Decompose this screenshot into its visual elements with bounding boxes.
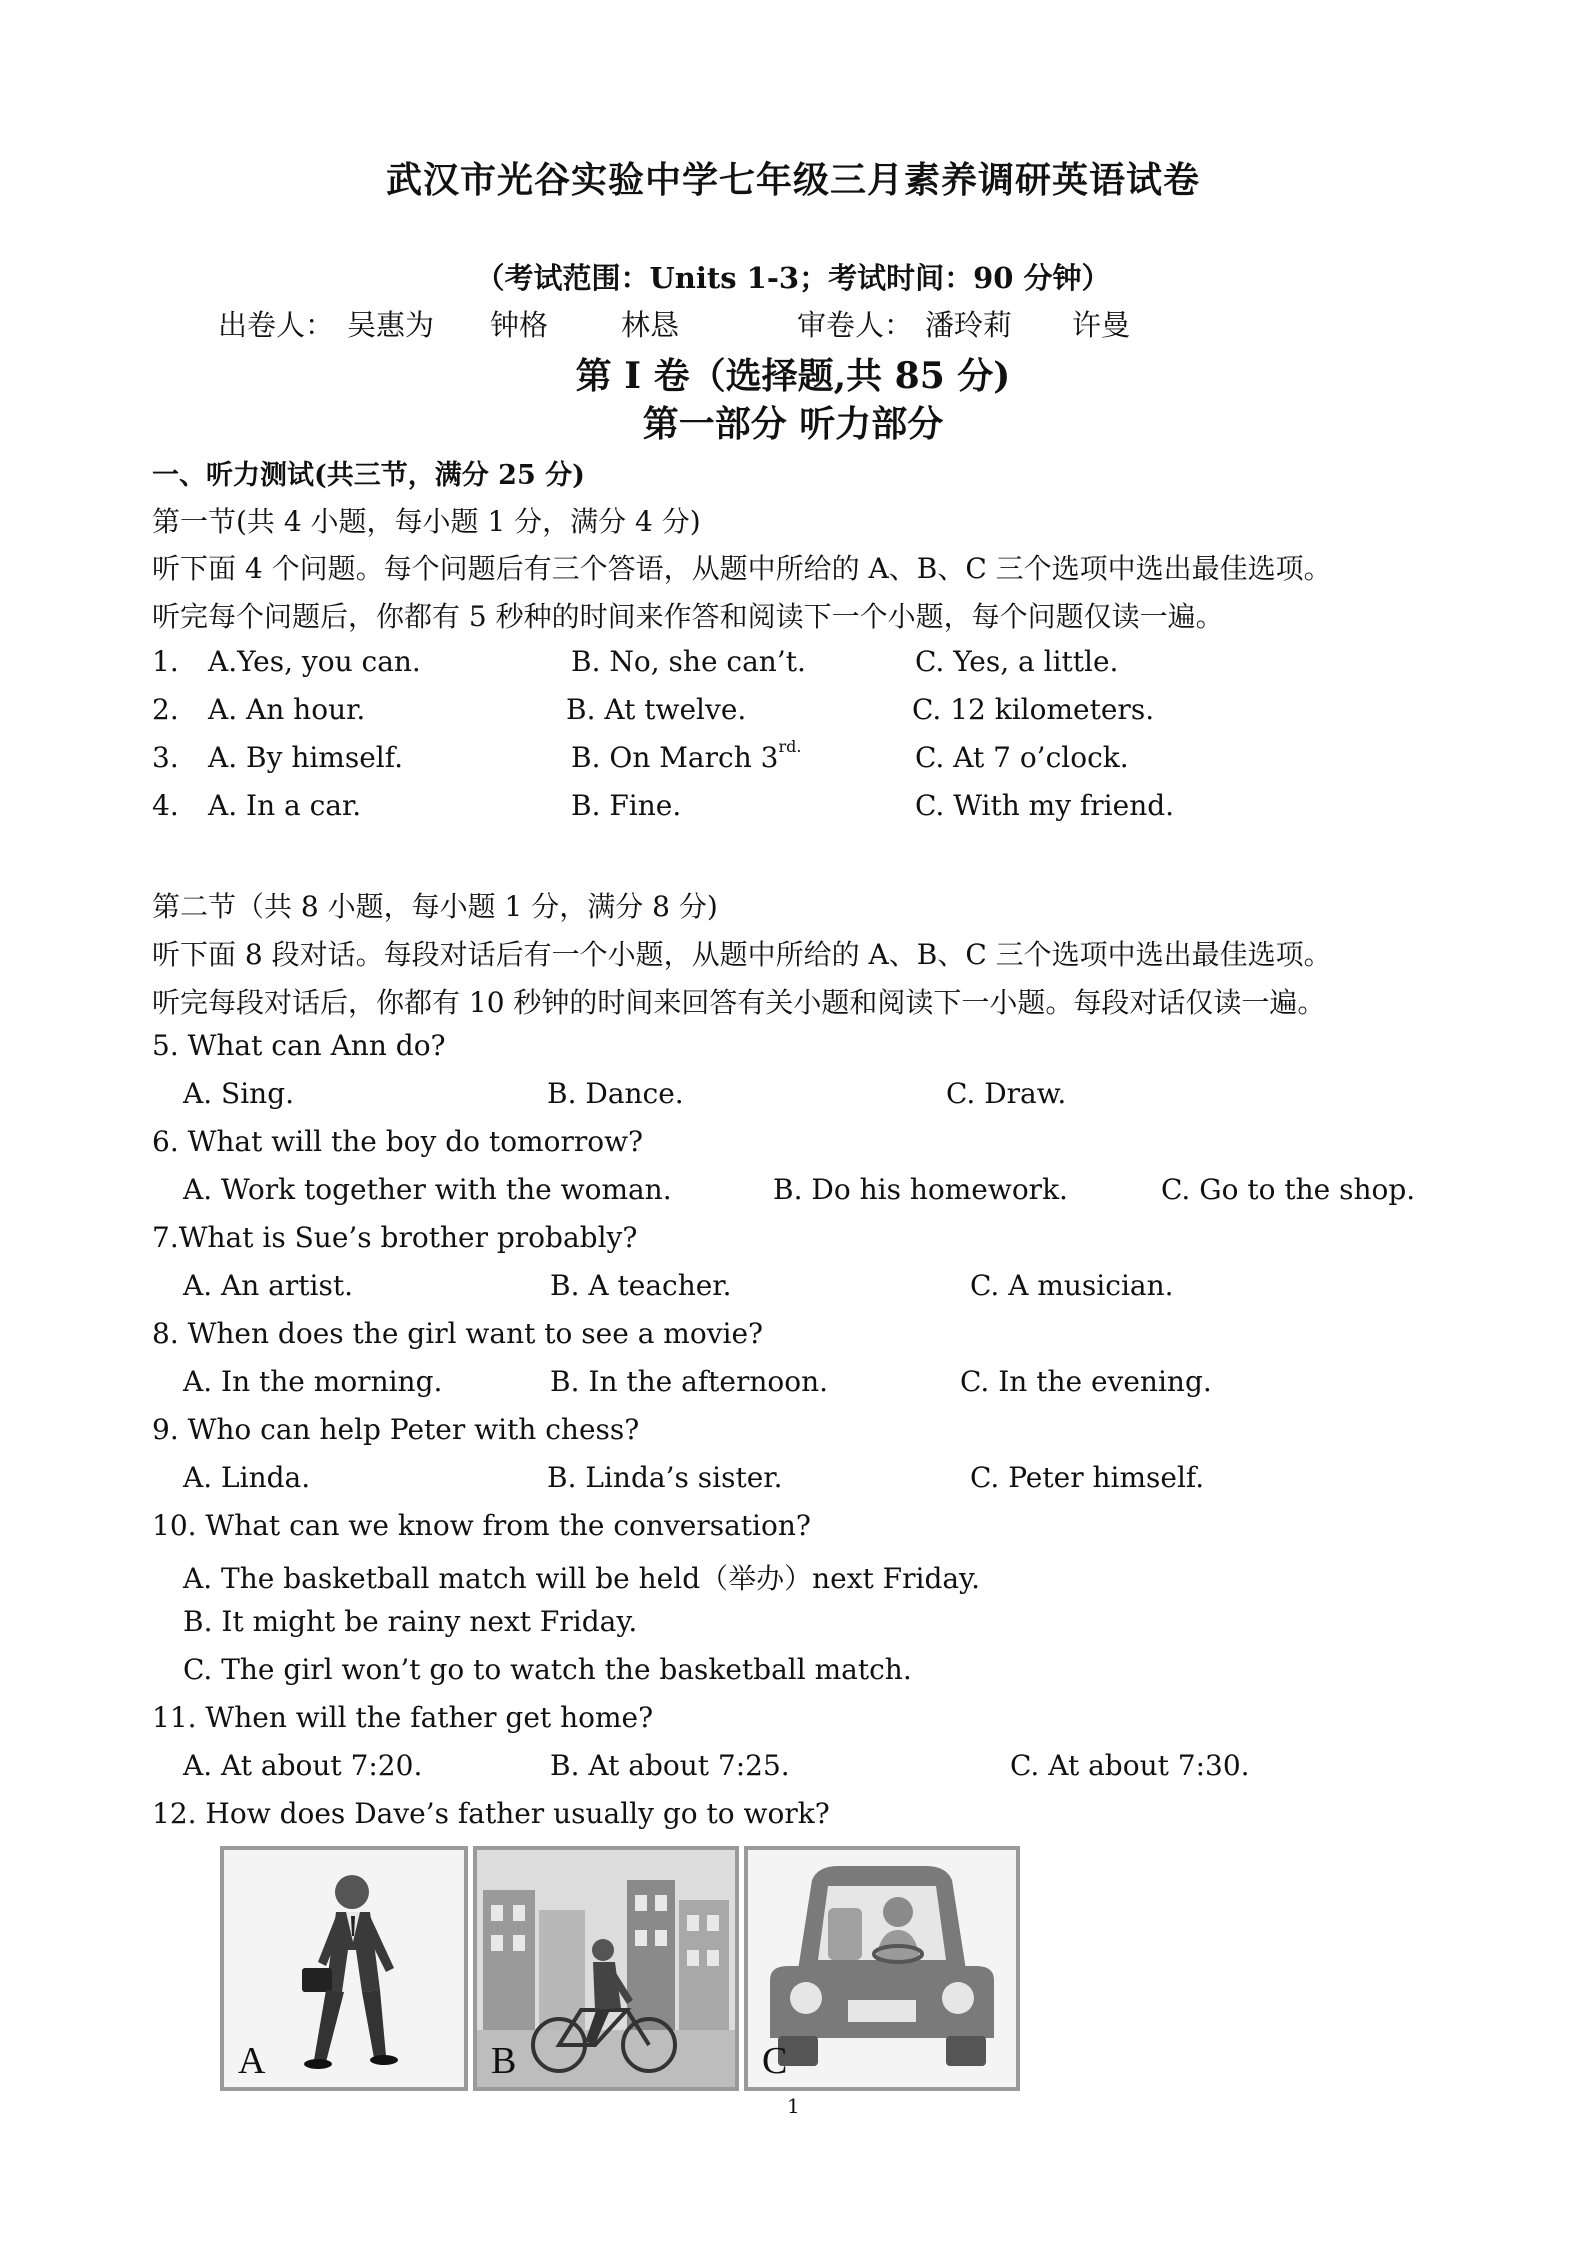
- question-7: 7.What is Sue’s brother probably?: [152, 1221, 638, 1254]
- option-a: A. An artist.: [183, 1269, 353, 1302]
- option-b: B. Fine.: [571, 789, 682, 822]
- listening-heading: 一、听力测试(共三节，满分 25 分): [152, 460, 585, 491]
- option-b: B. It might be rainy next Friday.: [183, 1605, 638, 1638]
- picture-letter: A: [238, 2040, 266, 2082]
- question-12: 12. How does Dave’s father usually go to work?: [152, 1797, 830, 1830]
- option-c: C. In the evening.: [960, 1365, 1212, 1398]
- ordinal-suffix: rd.: [778, 737, 802, 756]
- option-b: B. Do his homework.: [773, 1173, 1068, 1206]
- section2-title: 第二节（共 8 小题，每小题 1 分，满分 8 分): [152, 890, 718, 923]
- option-a: A. An hour.: [208, 693, 366, 726]
- question-number: 4.: [152, 789, 179, 822]
- question-number: 2.: [152, 693, 179, 726]
- setter-name: 林恳: [621, 308, 680, 342]
- option-b-text: B. On March 3: [571, 741, 779, 774]
- question-number: 1.: [152, 645, 179, 678]
- section1-title: 第一节(共 4 小题，每小题 1 分，满分 4 分): [152, 505, 701, 538]
- option-c: C. Peter himself.: [970, 1461, 1205, 1494]
- question-9: 9. Who can help Peter with chess?: [152, 1413, 640, 1446]
- volume-title: 第 I 卷（选择题,共 85 分): [575, 355, 1011, 397]
- car-driver-icon: [748, 1850, 1016, 2087]
- option-a: A. Linda.: [183, 1461, 311, 1494]
- exam-scope: （考试范围：Units 1-3；考试时间：90 分钟）: [475, 261, 1111, 295]
- question-5: 5. What can Ann do?: [152, 1029, 446, 1062]
- option-b: B. A teacher.: [550, 1269, 732, 1302]
- question-6: 6. What will the boy do tomorrow?: [152, 1125, 644, 1158]
- option-c: C. A musician.: [970, 1269, 1174, 1302]
- option-b: B. No, she can’t.: [571, 645, 806, 678]
- option-a: A. At about 7:20.: [183, 1749, 423, 1782]
- option-a: A. The basketball match will be held（举办）next Friday.: [183, 1562, 981, 1595]
- option-a: A. Sing.: [183, 1077, 295, 1110]
- option-b: B. In the afternoon.: [550, 1365, 829, 1398]
- section2-instruction: 听完每段对话后，你都有 10 秒钟的时间来回答有关小题和阅读下一小题。每段对话仅读一遍。: [152, 986, 1326, 1019]
- question-number: 3.: [152, 741, 179, 774]
- option-c: C. Go to the shop.: [1161, 1173, 1416, 1206]
- setter-name: 吴惠为: [347, 308, 435, 342]
- picture-letter: B: [491, 2040, 517, 2082]
- option-c: C. The girl won’t go to watch the basketball match.: [183, 1653, 912, 1686]
- reviewer-label: 审卷人：: [797, 308, 914, 342]
- part-title: 第一部分 听力部分: [642, 403, 944, 445]
- option-b: [571, 737, 802, 774]
- setter-name: 钟格: [490, 308, 549, 342]
- setter-label: 出卷人：: [218, 308, 335, 342]
- option-c: C. At about 7:30.: [1010, 1749, 1250, 1782]
- section2-instruction: 听下面 8 段对话。每段对话后有一个小题，从题中所给的 A、B、C 三个选项中选出最佳选项。: [152, 938, 1332, 971]
- option-a: A. By himself.: [208, 741, 404, 774]
- option-a: A. In a car.: [208, 789, 362, 822]
- option-a: A.Yes, you can.: [208, 645, 421, 678]
- option-a: A. Work together with the woman.: [183, 1173, 672, 1206]
- question-11: 11. When will the father get home?: [152, 1701, 654, 1734]
- section1-instruction: 听下面 4 个问题。每个问题后有三个答语，从题中所给的 A、B、C 三个选项中选出最佳选项。: [152, 552, 1332, 585]
- option-b: B. Linda’s sister.: [547, 1461, 783, 1494]
- picture-option-a: [220, 1846, 468, 2091]
- option-c: C. Draw.: [946, 1077, 1067, 1110]
- option-c: C. Yes, a little.: [915, 645, 1119, 678]
- option-a: A. In the morning.: [183, 1365, 443, 1398]
- picture-letter: C: [762, 2040, 788, 2082]
- option-c: C. 12 kilometers.: [912, 693, 1155, 726]
- question-8: 8. When does the girl want to see a movie?: [152, 1317, 764, 1350]
- option-b: B. Dance.: [547, 1077, 684, 1110]
- picture-option-b: [473, 1846, 739, 2091]
- exam-title: 武汉市光谷实验中学七年级三月素养调研英语试卷: [385, 159, 1200, 201]
- option-c: C. At 7 o’clock.: [915, 741, 1129, 774]
- option-b: B. At twelve.: [566, 693, 747, 726]
- option-b: B. At about 7:25.: [550, 1749, 790, 1782]
- picture-option-c: [744, 1846, 1020, 2091]
- reviewer-name: 许曼: [1072, 308, 1131, 342]
- option-c: C. With my friend.: [915, 789, 1175, 822]
- question-10: 10. What can we know from the conversation?: [152, 1509, 811, 1542]
- section1-instruction: 听完每个问题后，你都有 5 秒种的时间来作答和阅读下一个小题，每个问题仅读一遍。: [152, 600, 1224, 633]
- reviewer-name: 潘玲莉: [925, 308, 1013, 342]
- page-number: 1: [787, 2094, 800, 2118]
